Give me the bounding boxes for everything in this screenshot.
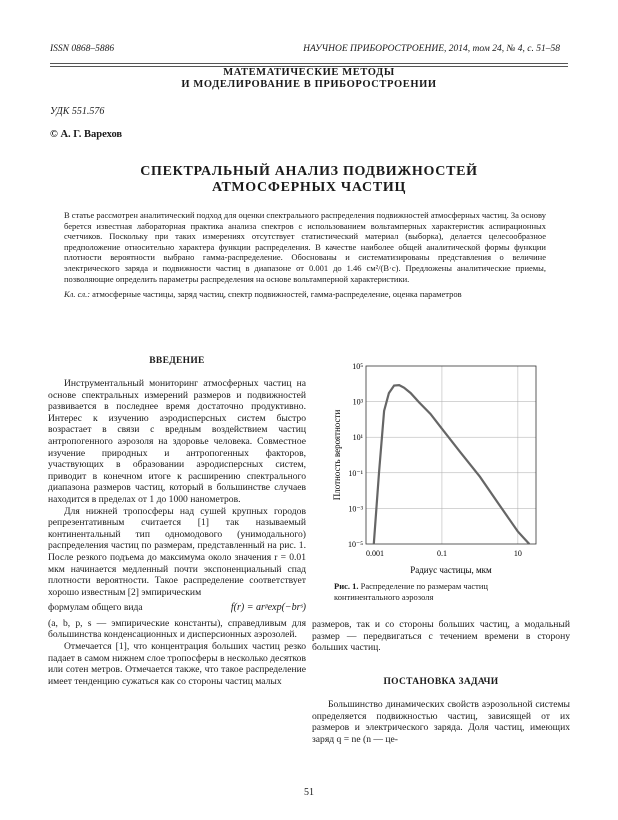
x-tick-label: 0.1	[436, 549, 447, 558]
section-title-line1: МАТЕМАТИЧЕСКИЕ МЕТОДЫ	[223, 67, 395, 78]
figure-caption	[334, 581, 544, 602]
intro-paragraph-2-end: (a, b, p, s — эмпирические константы), справедливым для большинства конденсационных и дисперсионных аэрозолей.	[48, 617, 306, 641]
y-tick-label: 10⁻⁵	[347, 540, 363, 549]
abstract: В статье рассмотрен аналитический подход для оценки спектрального распределения подвижностей атмосферных частиц. За основу берется известная лабораторная практика анализа спектров с использованием вольтамперных характеристик аспирационных счетчиков. Поскольку при таких измерениях отсутствует статистический материал (выборка), делается целесообразное предположение относительно характера функции распределения. В качестве наиболее общей аналитической формы функции плотности вероятности выбрано гамма-распределение. Обоснованы и систематизированы представления о величине электрического заряда и подвижности частиц в диапазоне от 0.001 до 1.46 см²/(В·с). Предложены аналитические приемы, позволяющие определить параметры распределения на основе вольтамперной характеристики.	[64, 210, 546, 284]
intro-paragraph-1: Инструментальный мониторинг атмосферных частиц на основе спектральных измерений размеров и подвижностей развивается в последнее время достаточно продуктивно. Интерес к изучению аэродисперсных систем быстро возрастает в связи с вредным воздействием частиц антропогенного аэрозоля на здоровье человека. Совместное изучение природных и антропогенных факторов, участвующих в образовании аэродисперсных систем, приводит в конечном итоге к расширению спектрального диапазона размеров частиц, который в большинстве случаев находится в пределах от 1 до 1000 нанометров.	[48, 378, 306, 505]
problem-column	[312, 699, 570, 745]
intro-paragraph-3: Отмечается [1], что концентрация больших частиц резко падает в самом нижнем слое тропосферы в несколько десятков или сотен метров. Отмечается также, что такое распределение имеет тенденцию сужаться как со стороны частиц малых	[48, 641, 306, 687]
y-tick-label: 10¹	[352, 433, 363, 443]
x-tick-label: 10	[513, 549, 522, 558]
intro-paragraph-2: Для нижней тропосферы над сушей крупных городов репрезентативным считается [1] так называемый континентальный тип одномодового (унимодального) распределения частиц по размерам, представленный на рис. 1. После резкого подъема до максимума около значения r = 0.01 мкм начинается медленный почти экспоненциальный спад плотности вероятности. Такое распределение соответствует хорошо известным [2] эмпирическим	[48, 505, 306, 598]
journal-citation: НАУЧНОЕ ПРИБОРОСТРОЕНИЕ, 2014, том 24, № 4, c. 51–58	[303, 44, 560, 54]
article-title-line2: АТМОСФЕРНЫХ ЧАСТИЦ	[211, 180, 407, 195]
x-axis-label: Радиус частицы, мкм	[410, 565, 492, 575]
caption-text: Распределение по размерам частиц континентального аэрозоля	[334, 581, 488, 602]
article-title	[50, 164, 568, 196]
problem-heading: ПОСТАНОВКА ЗАДАЧИ	[383, 677, 499, 687]
caption-label: Рис. 1.	[334, 581, 359, 591]
keywords-label: Кл. сл.:	[64, 289, 91, 299]
distribution-curve	[374, 385, 530, 544]
y-tick-labels	[348, 362, 364, 549]
x-tick-labels	[366, 549, 522, 558]
intro-column	[48, 378, 306, 687]
issn: ISSN 0868–5886	[50, 44, 115, 54]
formula: f(r) = arᵖexp(−brˢ)	[230, 602, 306, 614]
x-tick-label: 0.001	[366, 549, 384, 558]
page-number: 51	[304, 787, 314, 798]
author: © А. Г. Варехов	[50, 129, 123, 140]
intro-heading: ВВЕДЕНИЕ	[149, 356, 205, 366]
formula-lead: формулам общего вида	[48, 602, 143, 614]
figure-chart	[326, 360, 546, 578]
problem-paragraph-1: Большинство динамических свойств аэрозольной системы определяется подвижностью частиц, зависящей от их размеров и электрического заряда. Доля частиц, имеющих заряд q = ne (n — це-	[312, 699, 570, 745]
right-paragraph-continuation: размеров, так и со стороны больших частиц, а модальный размер — передвигаться с течением времени в сторону больших частиц.	[312, 619, 570, 654]
header-rule	[50, 63, 568, 64]
section-title-line2: И МОДЕЛИРОВАНИЕ В ПРИБОРОСТРОЕНИИ	[181, 79, 437, 90]
y-axis-label: Плотность вероятности	[332, 409, 342, 501]
y-tick-label: 10⁻¹	[348, 468, 363, 478]
y-tick-label: 10⁵	[352, 362, 363, 371]
article-title-line1: СПЕКТРАЛЬНЫЙ АНАЛИЗ ПОДВИЖНОСТЕЙ	[140, 164, 478, 179]
keywords-text: атмосферные частицы, заряд частиц, спектр подвижностей, гамма-распределение, оценка параметров	[92, 289, 462, 299]
y-tick-label: 10⁻³	[348, 504, 363, 514]
udc-code: УДК 551.576	[50, 106, 105, 117]
plot-frame	[366, 366, 536, 544]
right-column-continuation	[312, 619, 570, 654]
keywords	[64, 289, 554, 300]
formula-line	[48, 602, 306, 614]
chart-grid	[366, 366, 536, 544]
y-tick-label: 10³	[352, 397, 363, 407]
